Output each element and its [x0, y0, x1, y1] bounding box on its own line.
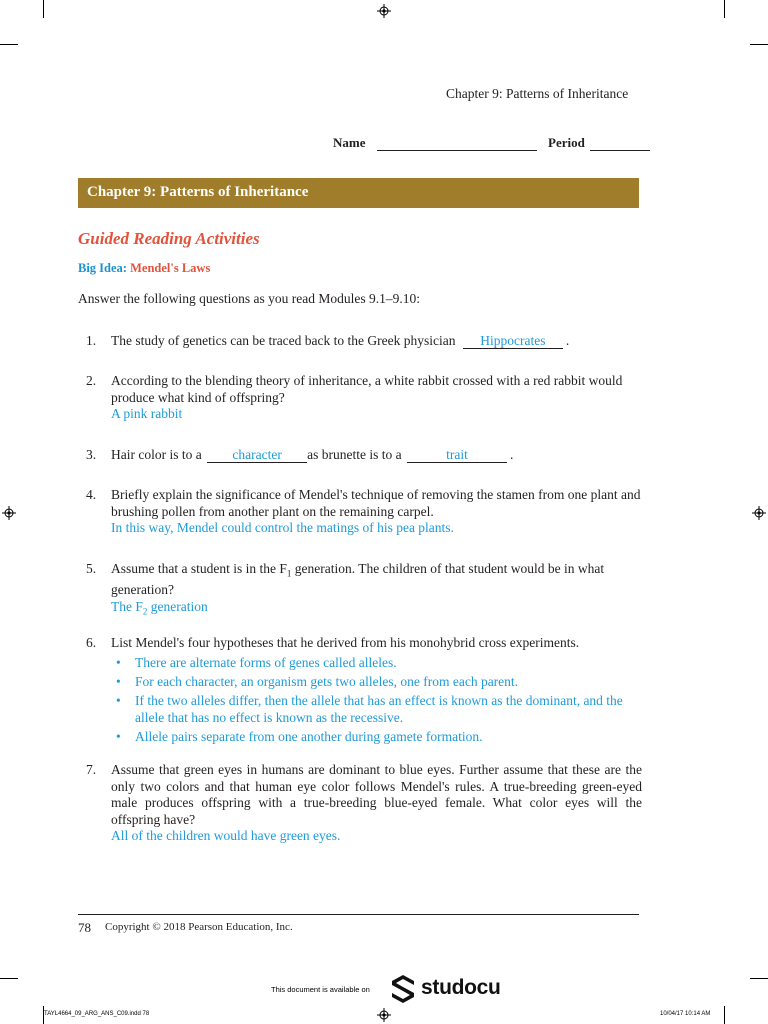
question-number: 7.: [86, 762, 97, 777]
question-number: 3.: [86, 447, 97, 462]
question-number: 2.: [86, 373, 97, 388]
crop-mark: [750, 978, 768, 979]
question-text: Assume that green eyes in humans are dominant to blue eyes. Further assume that these are the only two colors and that human eye color follows Mendel's rules. A true-breeding green-eyed male produces offspring with a true-breeding blue-eyed female. What color eyes will the offspring have?: [111, 762, 642, 827]
question-text: The study of genetics can be traced back to the Greek physician: [111, 333, 456, 348]
chapter-banner: [78, 178, 639, 208]
registration-mark-icon: [2, 506, 16, 520]
question-text: Assume that a student is in the $F_1$ generation. The children of that student would be in what generation?: [111, 561, 605, 598]
answer-text: A pink rabbit: [111, 406, 183, 421]
list-item: • For each character, an organism gets two alleles, one from each parent.: [116, 673, 519, 689]
studocu-logo-icon: [389, 973, 417, 1003]
answer-blank[interactable]: character: [207, 447, 307, 463]
instructions: Answer the following questions as you read Modules 9.1–9.10:: [78, 291, 420, 306]
name-label: Name: [333, 135, 366, 150]
question-number: 5.: [86, 561, 97, 576]
question-number: 1.: [86, 333, 97, 348]
question-text: List Mendel's four hypotheses that he derived from his monohybrid cross experiments.: [111, 635, 580, 650]
date-slug: 10/04/17 10:14 AM: [660, 1011, 711, 1017]
question-number: 4.: [86, 487, 97, 502]
answer-blank[interactable]: Hippocrates: [463, 333, 563, 349]
running-head: Chapter 9: Patterns of Inheritance: [446, 86, 629, 101]
registration-mark-icon: [377, 4, 391, 18]
period-label: Period: [548, 135, 585, 150]
answer-text: In this way, Mendel could control the matings of his pea plants.: [111, 520, 454, 535]
studocu-logo[interactable]: [389, 973, 504, 1003]
big-idea-value: Mendel's Laws: [130, 261, 211, 275]
answer-text: The $F_2$ generation: [111, 598, 208, 617]
big-idea: [78, 261, 210, 276]
name-blank[interactable]: [377, 138, 537, 151]
crop-mark: [0, 44, 18, 45]
crop-mark: [724, 0, 725, 18]
period-blank[interactable]: [590, 138, 650, 151]
crop-mark: [43, 0, 44, 18]
studocu-wordmark: studocu: [421, 976, 501, 999]
question-number: 6.: [86, 635, 97, 650]
file-slug: TAYL4664_09_ARG_ANS_C09.indd 78: [44, 1011, 150, 1017]
question-text: Hair color is to a: [111, 447, 202, 462]
list-item: • Allele pairs separate from one another during gamete formation.: [116, 728, 483, 744]
footer-rule: [78, 914, 639, 915]
registration-mark-icon: [752, 506, 766, 520]
question-text: as brunette is to a: [307, 447, 402, 462]
hypotheses-list: [111, 654, 642, 745]
page-number: 78: [78, 920, 91, 935]
big-idea-label: Big Idea:: [78, 261, 127, 275]
registration-mark-icon: [377, 1008, 391, 1022]
crop-mark: [724, 1006, 725, 1024]
question-end: .: [565, 333, 570, 348]
question-end: .: [509, 447, 514, 462]
question-text: Briefly explain the significance of Mendel's technique of removing the stamen from one plant and brushing pollen from another plant on the remaining carpel.: [111, 487, 641, 519]
list-item: • There are alternate forms of genes called alleles.: [116, 654, 397, 670]
crop-mark: [750, 44, 768, 45]
list-item: • If the two alleles differ, then the allele that has an effect is known as the dominant, and the allele that has no effect is known as the recessive.: [116, 692, 623, 725]
section-title: Guided Reading Activities: [78, 229, 260, 248]
question-text: According to the blending theory of inheritance, a white rabbit crossed with a red rabbit would produce what kind of offspring?: [111, 373, 623, 405]
copyright: Copyright © 2018 Pearson Education, Inc.: [105, 921, 293, 933]
banner-title: Chapter 9: Patterns of Inheritance: [87, 184, 309, 200]
crop-mark: [0, 978, 18, 979]
answer-blank[interactable]: trait: [407, 447, 507, 463]
answer-text: All of the children would have green eyes.: [111, 828, 341, 843]
name-period-line: [333, 135, 650, 151]
studocu-note: This document is available on: [271, 985, 370, 994]
